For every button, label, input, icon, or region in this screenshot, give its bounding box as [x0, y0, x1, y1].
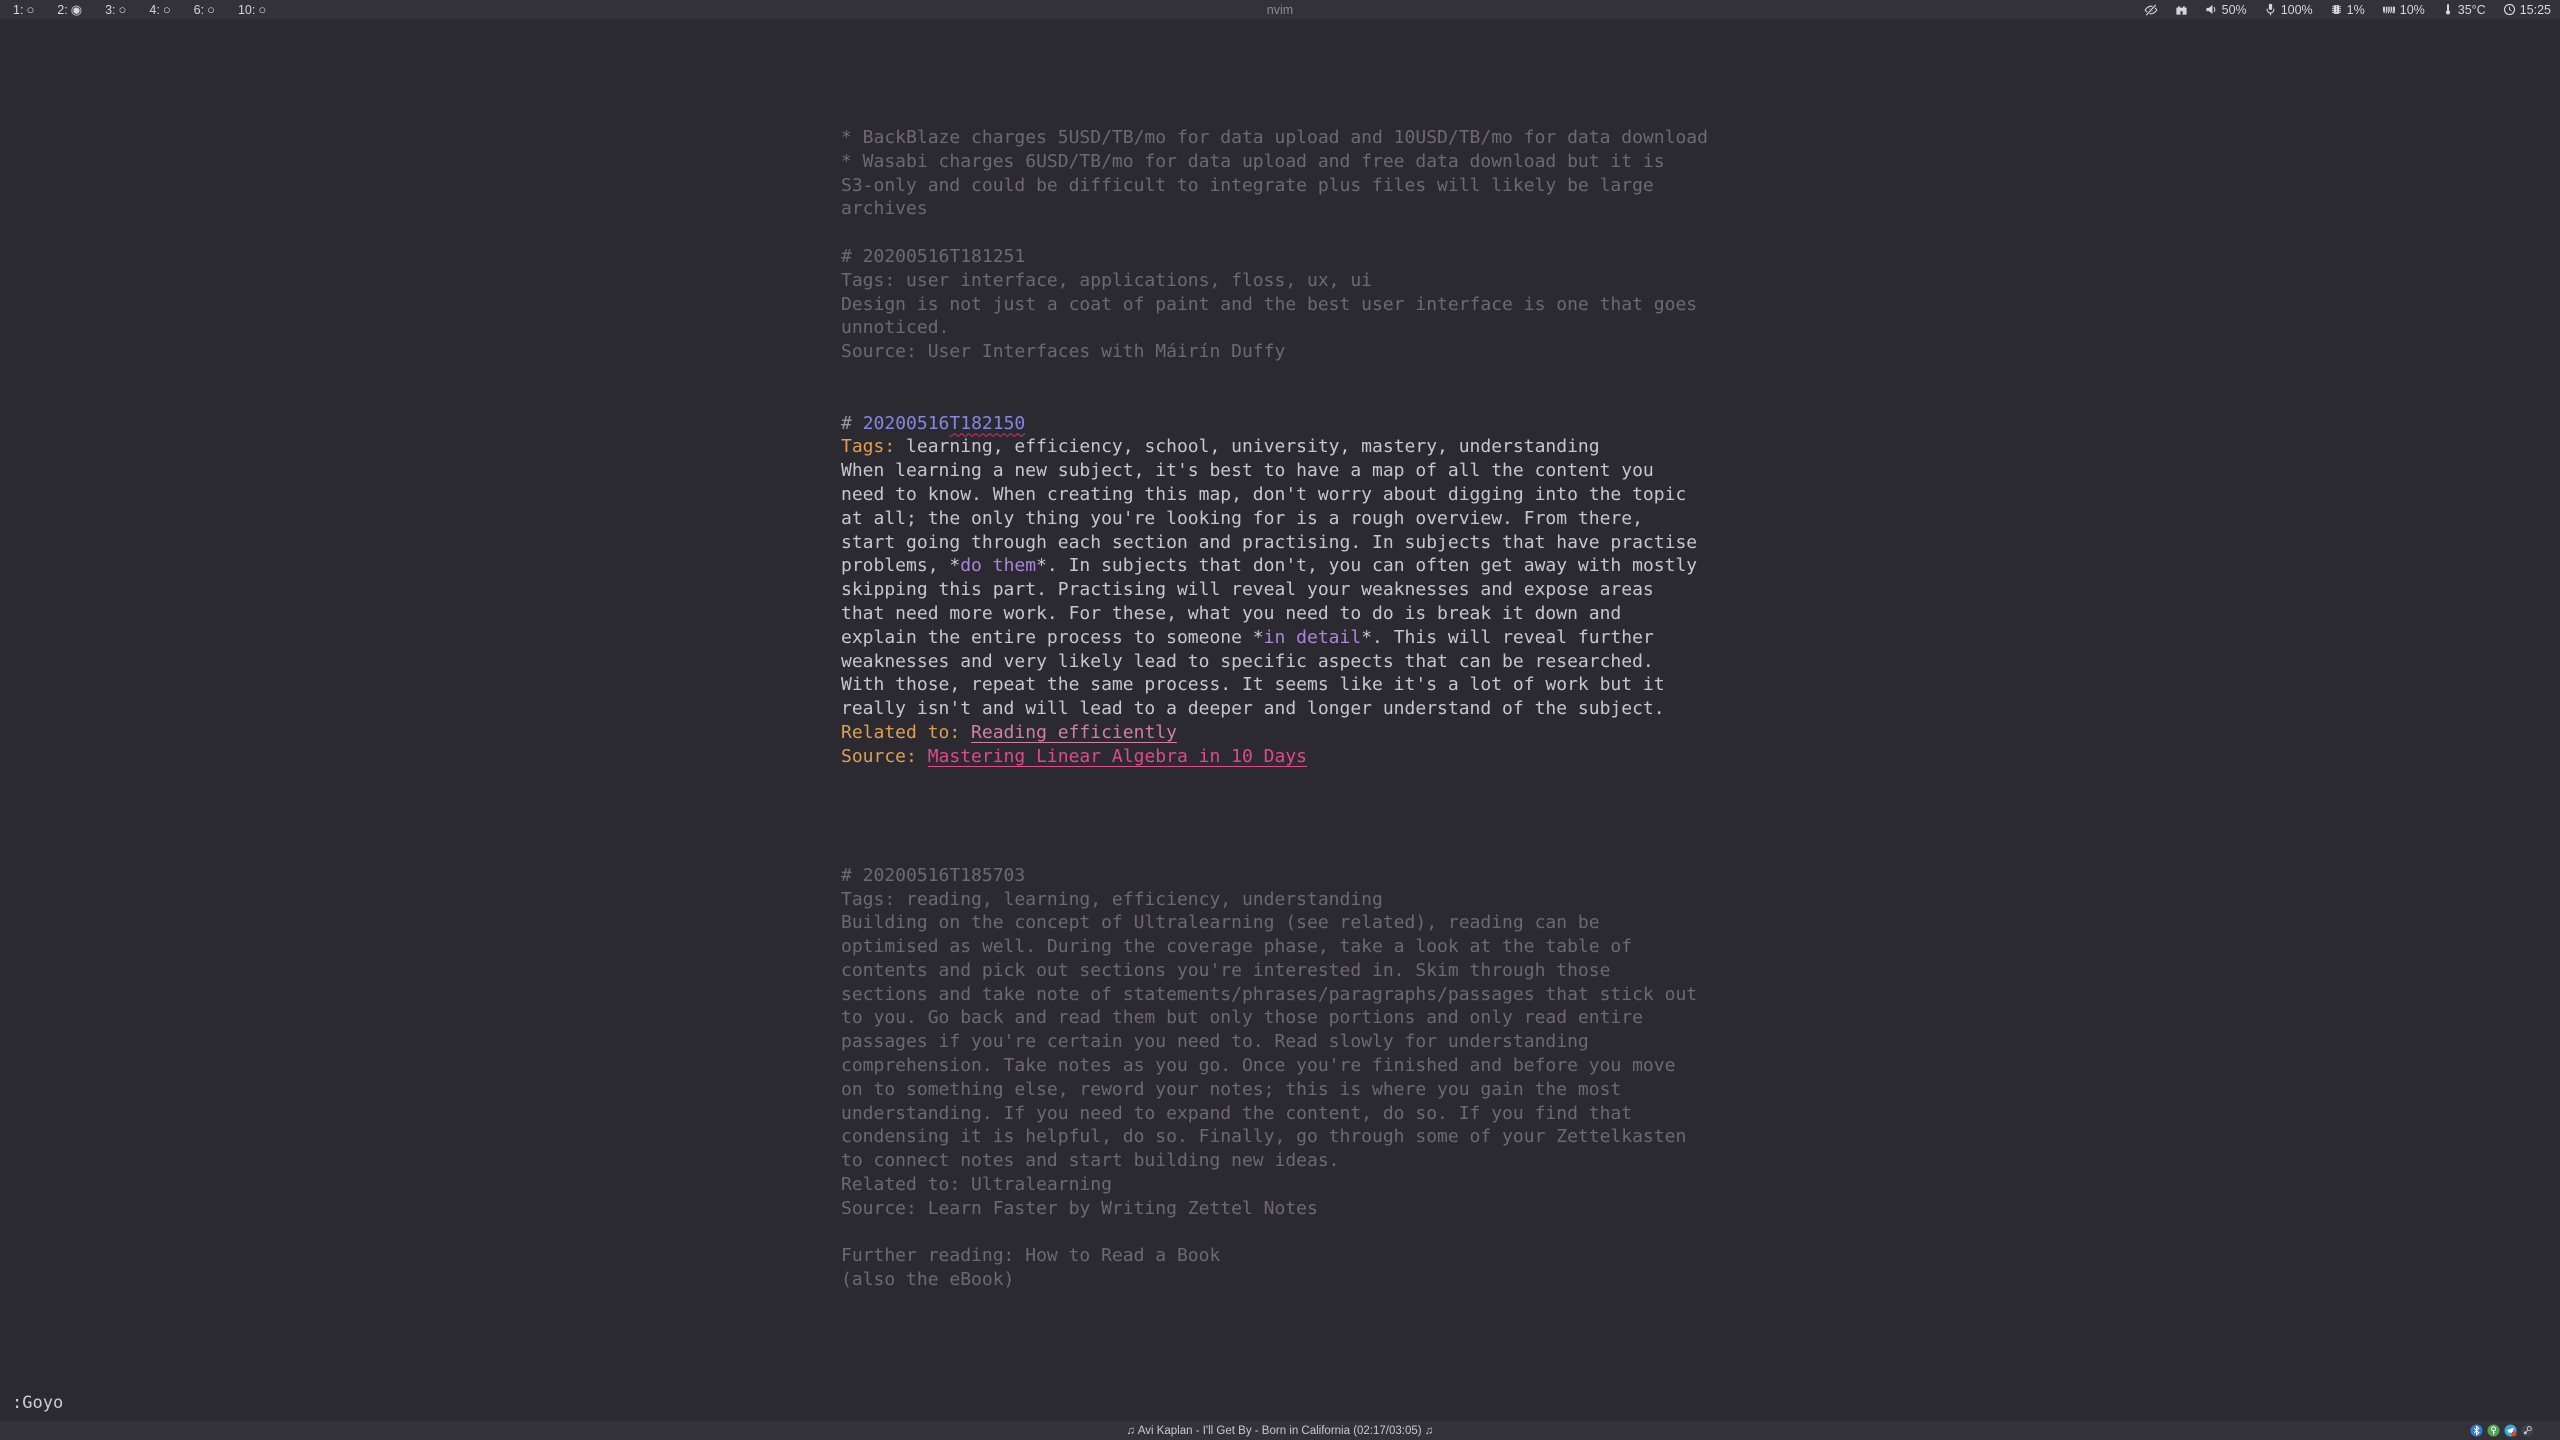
workspace-button-1[interactable]: [13, 3, 34, 17]
dim-text: Design is not just a coat of paint and the best user interface is one that goes: [841, 293, 1698, 315]
note-text: With those, repeat the same process. It seems like it's a lot of work but it: [841, 674, 1665, 696]
status-value: 35°C: [2457, 2, 2486, 17]
editor-line: [841, 697, 1708, 721]
status-value: 50%: [2221, 2, 2247, 17]
field-label: Source:: [841, 745, 928, 767]
dim-text: Source: User Interfaces with Máirín Duffy: [841, 341, 1286, 363]
workspace-button-6[interactable]: [194, 3, 215, 17]
editor-line: [841, 673, 1708, 697]
editor-line: [841, 150, 1708, 174]
editor-line: [841, 1006, 1708, 1030]
workspace-list: [0, 3, 266, 17]
editor-line: [841, 888, 1708, 912]
status-module-ram: [2382, 3, 2425, 17]
dim-text: optimised as well. During the coverage phase, take a look at the table of: [841, 936, 1633, 958]
status-value: 1%: [2346, 2, 2365, 17]
workspace-label: 6:: [193, 2, 205, 17]
editor-line: [841, 197, 1708, 221]
editor-line: [841, 745, 1708, 769]
microphone-icon: [2264, 3, 2277, 16]
editor-blank-line: [841, 364, 1708, 388]
editor-line: [841, 626, 1708, 650]
workspace-label: 4:: [149, 2, 160, 17]
dim-text: * Wasabi charges 6USD/TB/mo for data upload and free data download but it is: [841, 150, 1665, 172]
editor-line: [841, 650, 1708, 674]
editor-line: [841, 245, 1708, 269]
editor-line: [841, 1030, 1708, 1054]
fortress-icon: [2175, 3, 2188, 16]
editor-line: [841, 1054, 1708, 1078]
status-module-clock: [2503, 3, 2551, 17]
workspace-label: 1:: [13, 2, 24, 17]
editor-line: [841, 1102, 1708, 1126]
editor-line: [841, 1149, 1708, 1173]
telegram-icon[interactable]: [2504, 1424, 2517, 1437]
editor-line: [841, 935, 1708, 959]
note-text: problems, *: [841, 555, 961, 577]
note-text: at all; the only thing you're looking for is a rough overview. From there,: [841, 507, 1643, 529]
field-label: Tags:: [841, 436, 907, 458]
dim-text: * BackBlaze charges 5USD/TB/mo for data upload and 10USD/TB/mo for data download: [841, 127, 1708, 148]
dim-text: # 20200516T185703: [841, 864, 1026, 886]
note-text: need to know. When creating this map, don't worry about digging into the topic: [841, 483, 1687, 505]
dim-text: understanding. If you need to expand the content, do so. If you find that: [841, 1102, 1633, 1124]
workspace-indicator-icon: ○: [207, 1, 215, 17]
dim-text: S3-only and could be difficult to integrate plus files will likely be large: [841, 174, 1654, 196]
dim-text: # 20200516T181251: [841, 245, 1026, 267]
editor-line: [841, 483, 1708, 507]
status-value: 10%: [2399, 2, 2425, 17]
dim-text: Further reading: How to Read a Book: [841, 1245, 1221, 1267]
dim-text: condensing it is helpful, do so. Finally, go through some of your Zettelkasten: [841, 1126, 1687, 1148]
workspace-button-2[interactable]: [57, 3, 82, 17]
workspace-indicator-icon: ○: [258, 1, 267, 17]
editor-line: [841, 1197, 1708, 1221]
note-text: weaknesses and very likely lead to specific aspects that can be researched.: [841, 650, 1654, 672]
note-text: really isn't and will lead to a deeper and longer understand of the subject.: [841, 698, 1665, 720]
emphasis-text: do them: [960, 555, 1037, 577]
editor-line: [841, 983, 1708, 1007]
workspace-indicator-icon: ○: [26, 1, 35, 17]
editor-line: [841, 531, 1708, 555]
dim-text: Source: Learn Faster by Writing Zettel Notes: [841, 1197, 1318, 1219]
dim-text: to connect notes and start building new ideas.: [841, 1150, 1340, 1172]
editor-blank-line: [841, 816, 1708, 840]
workspace-label: 3:: [105, 2, 116, 17]
editor-blank-line: [841, 1221, 1708, 1245]
dim-text: Tags: user interface, applications, floss, ux, ui: [841, 269, 1373, 291]
now-playing-label[interactable]: ♫ Avi Kaplan - I'll Get By - Born in California (02:17/03:05) ♫: [1126, 1424, 1434, 1437]
editor-line: [841, 602, 1708, 626]
dim-text: Related to: Ultralearning: [841, 1174, 1112, 1196]
note-id-misspelled: T182150: [949, 412, 1026, 434]
editor-content[interactable]: [841, 126, 1708, 1292]
editor-blank-line: [841, 388, 1708, 412]
status-module-eye-off: [2144, 3, 2158, 17]
editor-line: [841, 316, 1708, 340]
keepassxc-icon[interactable]: [2487, 1424, 2500, 1437]
note-link[interactable]: Mastering Linear Algebra in 10 Days: [927, 745, 1307, 767]
status-value: 15:25: [2519, 2, 2551, 17]
note-link[interactable]: Reading efficiently: [971, 721, 1177, 743]
note-text: start going through each section and practising. In subjects that have practise: [841, 531, 1698, 553]
editor-line: [841, 269, 1708, 293]
editor-line: [841, 1125, 1708, 1149]
status-module-cpu: [2330, 3, 2365, 17]
workspace-indicator-icon: ○: [162, 1, 171, 17]
steam-icon[interactable]: [2521, 1424, 2534, 1437]
note-text: When learning a new subject, it's best to have a map of all the content you: [841, 460, 1654, 482]
field-label: Related to:: [841, 721, 972, 743]
status-module-thermometer: [2442, 3, 2486, 17]
editor-line: [841, 507, 1708, 531]
note-id: 20200516: [862, 412, 950, 434]
thermometer-icon: [2442, 3, 2454, 16]
editor-blank-line: [841, 792, 1708, 816]
workspace-button-10[interactable]: [238, 3, 266, 17]
system-tray: [2470, 1421, 2534, 1440]
emphasis-text: in detail: [1263, 626, 1362, 648]
dim-text: passages if you're certain you need to. Read slowly for understanding: [841, 1031, 1589, 1053]
heading-hash: #: [841, 412, 863, 434]
editor-line: [841, 1173, 1708, 1197]
focused-window-title: nvim: [1266, 2, 1294, 17]
editor-blank-line: [841, 840, 1708, 864]
top-status-bar: [0, 0, 2560, 19]
note-text: *. This will reveal further: [1361, 626, 1654, 648]
speaker-icon: [2205, 3, 2218, 16]
workspace-label: 10:: [237, 2, 256, 17]
dim-text: on to something else, reword your notes; this is where you gain the most: [841, 1078, 1622, 1100]
editor-line: [841, 1078, 1708, 1102]
status-module-microphone: [2264, 3, 2313, 17]
workspace-label: 2:: [57, 2, 68, 17]
ram-icon: [2382, 3, 2396, 17]
dim-text: contents and pick out sections you're interested in. Skim through those: [841, 959, 1611, 981]
eye-off-icon: [2144, 3, 2158, 17]
editor-line: [841, 864, 1708, 888]
editor-blank-line: [841, 221, 1708, 245]
editor-line: [841, 578, 1708, 602]
bottom-status-bar: [0, 1421, 2560, 1440]
note-text: skipping this part. Practising will reveal your weaknesses and expose areas: [841, 579, 1654, 601]
editor-blank-line: [841, 769, 1708, 793]
status-modules: [2144, 3, 2560, 17]
workspace-indicator-icon: ○: [118, 1, 127, 17]
note-text: *. In subjects that don't, you can often get away with mostly: [1036, 555, 1698, 577]
dim-text: archives: [841, 198, 928, 220]
editor-line: [841, 554, 1708, 578]
editor-line: [841, 293, 1708, 317]
dim-text: sections and take note of statements/phrases/paragraphs/passages that stick out: [841, 983, 1698, 1005]
clock-icon: [2503, 3, 2516, 16]
editor-line: [841, 1268, 1708, 1292]
workspace-button-4[interactable]: [149, 3, 170, 17]
dim-text: (also the eBook): [841, 1269, 1015, 1291]
dim-text: Tags: reading, learning, efficiency, understanding: [841, 888, 1383, 910]
editor-line: [841, 340, 1708, 364]
status-module-speaker: [2205, 3, 2247, 17]
bluetooth-icon[interactable]: [2470, 1424, 2483, 1437]
cpu-icon: [2330, 3, 2343, 16]
editor-line: [841, 174, 1708, 198]
editor-line: [841, 1244, 1708, 1268]
editor-line: [841, 721, 1708, 745]
editor-line: [841, 911, 1708, 935]
nvim-editor[interactable]: [0, 19, 2560, 1421]
note-text: learning, efficiency, school, university, mastery, understanding: [906, 436, 1600, 458]
editor-line: [841, 435, 1708, 459]
workspace-active-indicator-icon: ◉: [70, 1, 83, 17]
dim-text: unnoticed.: [841, 317, 950, 339]
editor-line: [841, 412, 1708, 436]
dim-text: comprehension. Take notes as you go. Once you're finished and before you move: [841, 1055, 1676, 1077]
vim-command-line[interactable]: :Goyo: [12, 1393, 64, 1413]
workspace-button-3[interactable]: [105, 3, 126, 17]
dim-text: to you. Go back and read them but only those portions and only read entire: [841, 1007, 1643, 1029]
editor-line: [841, 959, 1708, 983]
note-text: that need more work. For these, what you need to do is break it down and: [841, 602, 1622, 624]
editor-line: [841, 126, 1708, 150]
dim-text: Building on the concept of Ultralearning (see related), reading can be: [841, 912, 1600, 934]
editor-line: [841, 459, 1708, 483]
note-text: explain the entire process to someone *: [841, 626, 1264, 648]
status-module-fortress: [2175, 3, 2188, 16]
status-value: 100%: [2280, 2, 2313, 17]
